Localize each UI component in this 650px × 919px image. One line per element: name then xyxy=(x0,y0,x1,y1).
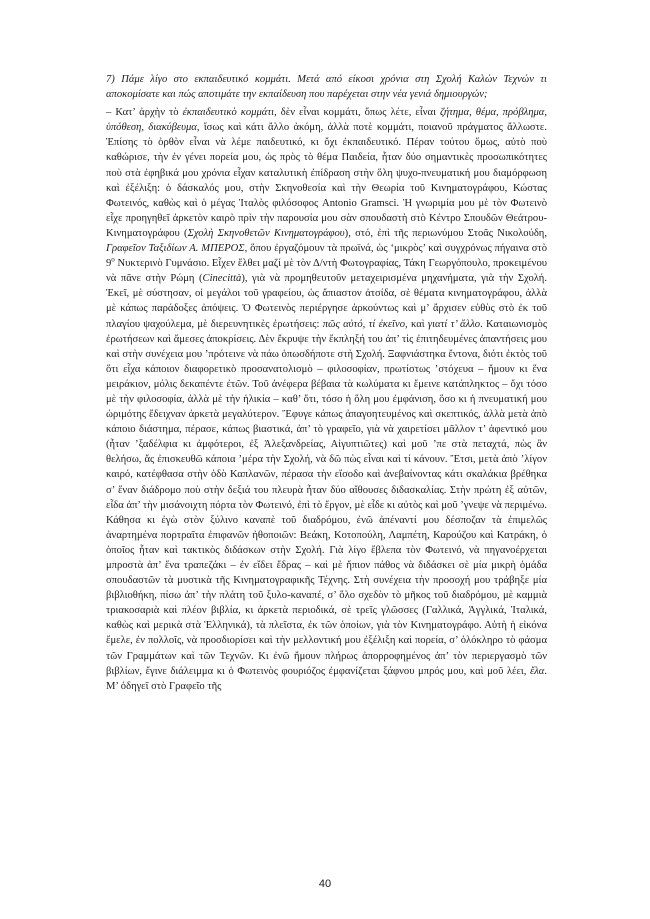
answer-text-run: . Μ’ ὁδηγεῖ στὸ Γραφεῖο τῆς xyxy=(106,665,547,692)
answer-text-run: . Καταιωνισμὸς ἐρωτήσεων καὶ ἄμεσες ἀποκρίσεις. Δὲν ἔκρυψε τὴν ἔκπληξή του ἀπ’ τὶς ἐπιτηδευμένες ἀπαντήσεις μου καὶ στὴν συνέχεια μου ’πρότεινε νὰ πάω ὁπωσδήποτε στὴ Σχολή. Ξαφνιάστηκα ἔντονα, διότι ἐκτὸς τοῦ ὅτι εἶχα κάποιον διαφορετικὸ προσανατολισμὸ – φιλοσοφίαν, πρωτίστως ’στόχευα – ἤμουν κι ἕνα μειράκιον, μόλις δεκαπέντε ἐτῶν. Τοῦ ἀνέφερα βέβαια τὰ κωλύματα κι ἔμεινε κατάπληκτος – ὄχι τόσο μὲ τὴν φιλοσοφία, ἀλλὰ μὲ τὴν ἡλικία – καθ’ ὅτι, τόσο ἡ ὅλη μου ἐμφάνιση, ὅσο κι ἡ πνευματική μου ὡριμότης ἔδειχναν ἀρκετὰ μεγαλύτερον. Ἔφυγε κάπως ἀπαγοητευμένος καὶ σκεπτικός, ἀλλὰ μετὰ ἀπὸ κάποιο διάστημα, πέρασε, κάπως βιαστικά, ἀπ’ τὸ γραφεῖο, γιὰ νὰ χαιρετίσει μᾶλλον τ’ ἀφεντικό μου (ἦταν ’ξαδέλφια κι ἀμφότεροι, ἐξ Ἀλεξανδρείας, Αἰγυπτιῶτες) καὶ μοῦ ’πε στὰ πεταχτά, πὼς ἂν θελήσω, ἄς ἐπισκευθῶ κάποια ’μέρα τὴν Σχολή, νὰ δῶ πὼς εἶναι καὶ τί κάνουν. Ἔτσι, μετὰ ἀπὸ ’λίγον καιρό, κατέφθασα στὴν ὁδὸ Καπλανῶν, πέρασα τὴν εἴσοδο καὶ ἀνεβαίνοντας κάτι σκαλάκια βρέθηκα σ’ ἕναν διάδρομο ποὺ στὴν δεξιά του πλευρὰ ἦταν δύο αἴθουσες διδασκαλίας. Στὴν πρώτη ἐξ αὐτῶν, εἶδα ἀπ’ τὴν μισάνοιχτη πόρτα τὸν Φωτεινό, ἐπὶ τὸ ἔργον, μὲ εἶδε κι αὐτὸς καὶ μοῦ ’γνεψε νὰ περιμένω. Κάθησα κι ἐγὼ στὸν ξύλινο καναπὲ τοῦ διαδρόμου, ἐνῶ ἀπέναντί μου δέσποζαν τὰ ἐπιμελῶς ἀναρτημένα πορτραῖτα ἐπιφανῶν ἠθοποιῶν: Βεάκη, Κοτοπούλη, Λαμπέτη, Καρούζου καὶ Κατράκη, ὁ ὁποῖος ἦταν καὶ τακτικὸς διδάσκων στὴν Σχολή. Γιὰ λίγο ἔβλεπα τὸν Φωτεινό, νὰ πηγανοέρχεται μπροστὰ ἀπ’ ἕνα τραπεζάκι – ἐν εἴδει ἕδρας – καὶ μὲ ἤπιον πάθος νὰ διδάσκει σὲ μία μικρὴ ὁμάδα σπουδαστῶν τὰ μυστικὰ τῆς Κινηματογραφικῆς Τέχνης. Στὴ συνέχεια τὴν προσοχή μου τράβηξε μία βιβλιοθήκη, πίσω ἀπ’ τὴν πλάτη τοῦ ξυλο-καναπέ, σ’ ὅλο σχεδὸν τὸ μῆκος τοῦ διαδρόμου, μὲ καμμιὰ τριακοσαριὰ καὶ πλέον βιβλία, κι ἀρκετὰ περιοδικά, σὲ τρεῖς γλῶσσες (Γαλλικά, Ἀγγλικά, Ἰταλικά, καθὼς καὶ μερικὰ στὰ Ἑλληνικά), τὰ πλεῖστα, ἐκ τῶν ὁποίων, γιὰ τὸν Κινηματογράφο. Αὐτὴ ἡ εἰκόνα ἔμελε, ἐν πολλοῖς, νὰ προσδιορίσει καὶ τὴν μελλοντική μου ἐξέλιξη καὶ πορεία, σ’ ὁλόκληρο τὸ φάσμα τῶν Γραμμάτων καὶ τῶν Τεχνῶν. Κι ἐνῶ ἤμουν πλήρως ἀπορροφημένος ἀπ’ τὸν περιεργασμὸ τῶν βιβλίων, ἔγινε διάλειμμα κι ὁ Φωτεινὸς φουριόζος ἐμφανίζεται ξάφνου μπρός μου, καὶ μοῦ λέει, xyxy=(106,318,548,677)
answer-text-run: , δὲν εἶναι κομμάτι, ὅπως λέτε, εἶναι xyxy=(274,107,440,119)
answer-text-run: ), στό, ἐπὶ τῆς περιωνύμου Στοᾶς Νικολούδη, xyxy=(344,227,548,239)
page-text-block xyxy=(106,72,547,694)
answer-text-run: – Κατ’ ἀρχὴν τὸ xyxy=(106,107,183,119)
page-number: 40 xyxy=(318,878,332,890)
answer-text-run: , ἴσως καὶ κάτι ἄλλο ἀκόμη, ἀλλὰ ποτὲ κομμάτι, ποιανοῦ πράγματος ἄλλωστε. Ἐπίσης τὸ ὀρθὸν εἶναι νὰ λέμε παιδευτικό, κι ὄχι ἐκπαιδευτικό. Πέραν τούτου ὅμως, αὐτὸ ποὺ καθώρισε, τὴν ἐν γένει πορεία μου, ὡς πρὸς τὸ θέμα Παιδεία, ἦταν δύο σημαντικὲς προσωπικότητες ποὺ στὰ ἐφηβικά μου χρόνια εἶχαν καταλυτικὴ ἐπίδραση στὴν ὅλη ψυχο-πνευματική μου διαμόρφωση καὶ ἐξέλιξη: ὁ δάσκαλός μου, στὴν Σκηνοθεσία καὶ τὴν Θεωρία τοῦ Κινηματογράφου, Κώστας Φωτεινός, καθὼς καὶ ὁ μέγας Ἰταλὸς φιλόσοφος Antonio Gramsci. Ἡ γνωριμία μου μὲ τὸν Φωτεινὸ εἶχε προηγηθεῖ ἀρκετὸν καιρὸ πρὶν τὴν παρουσία μου σὰν σπουδαστὴ στὸ Κέντρο Σπουδῶν Θεάτρου-Κινηματογράφου ( xyxy=(106,122,547,239)
answer-text-run: , ὅπου ἐργαζόμουν τὰ πρωϊνά, ὡς ‘μικρὸς’ καὶ συγχρόνως πήγαινα στὸ 9 xyxy=(106,243,547,270)
answer-italic-run: ἔλα xyxy=(530,665,545,677)
answer-text-run: ), γιὰ νὰ προμηθευτοῦν μεταχειρισμένα μηχανήματα, γιὰ τὴν Σχολή. Ἐκεῖ, μὲ σύστησαν, οἱ μεγάλοι τοῦ γραφείου, ὡς ἄπιαστον ἀτσίδα, σὲ θέματα κινηματογράφου, ἀλλὰ μὲ κάπως παράδοξες ἀπόψεις. Ὁ Φωτεινὸς περιέργησε ἀρκούντως καὶ μ’ ἄρχισεν εὐθὺς στὸ ἐκ τοῦ πλαγίου ψαχούλεμα, μὲ διερευνητικὲς ἐρωτήσεις: xyxy=(106,273,547,330)
answer-italic-run: γιατί τ’ ἄλλο xyxy=(427,318,481,330)
answer-italic-run: Σχολὴ Σκηνοθετῶν Κινηματογράφου xyxy=(187,227,345,239)
answer-italic-run: Cinecittà xyxy=(202,273,242,285)
answer-text-run: , καὶ xyxy=(405,318,428,330)
answer-italic-run: πῶς αὐτό, τί ἐκεῖνο xyxy=(322,318,405,330)
answer-italic-run: ζήτημα, θέμα, πρόβλημα, ὑπόθεση, διακύβευμα xyxy=(106,107,547,134)
answer-italic-run: Γραφεῖον Ταξιδίων Α. ΜΠΕΡΟΣ xyxy=(106,243,245,255)
answer-superscript: ο xyxy=(111,255,115,264)
answer-text-run: Νυκτερινὸ Γυμνάσιο. Εἶχεν ἔλθει μαζί μὲ τὸν Δ/ντὴ Φωτογραφίας, Τάκη Γεωργόπουλο, προκειμένου νὰ πᾶνε στὴν Ρώμη ( xyxy=(106,258,547,285)
interview-question: 7) Πάμε λίγο στο εκπαιδευτικό κομμάτι. Μετά από είκοσι χρόνια στη Σχολή Καλών Τεχνών τι αποκομίσατε και πώς αποτιμάτε την εκπαίδευση που παρέχεται στην νέα γενιά δημιουργών; xyxy=(106,74,547,101)
interview-answer xyxy=(106,105,547,694)
answer-italic-run: ἐκπαιδευτικὸ κομμάτι xyxy=(182,107,275,119)
